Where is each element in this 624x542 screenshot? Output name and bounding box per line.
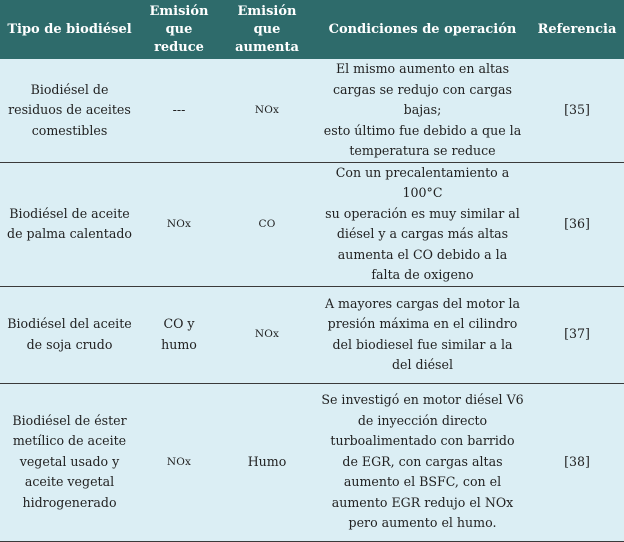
cell-aumenta: NOx	[219, 59, 315, 162]
table-row	[0, 286, 624, 383]
cell-reduce: NOx	[139, 383, 219, 541]
cell-tipo: Biodiésel de aceite de palma calentado	[0, 162, 139, 286]
cell-referencia: [38]	[530, 383, 624, 541]
header-referencia: Referencia	[530, 0, 624, 59]
cell-tipo: Biodiésel del aceite de soja crudo	[0, 286, 139, 383]
cell-reduce: NOx	[139, 162, 219, 286]
header-reduce: Emisión que reduce	[139, 0, 219, 59]
header-aumenta: Emisión que aumenta	[219, 0, 315, 59]
table-row	[0, 59, 624, 162]
cell-condiciones: A mayores cargas del motor la presión máxima en el cilindro del biodiesel fue similar a la del diésel	[315, 286, 530, 383]
cell-reduce: CO y humo	[139, 286, 219, 383]
cell-referencia: [37]	[530, 286, 624, 383]
cell-tipo: Biodiésel de residuos de aceites comestibles	[0, 59, 139, 162]
header-row	[0, 0, 624, 59]
cell-reduce: ---	[139, 59, 219, 162]
table-row	[0, 383, 624, 541]
cell-aumenta: Humo	[219, 383, 315, 541]
cell-referencia: [36]	[530, 162, 624, 286]
cell-aumenta: CO	[219, 162, 315, 286]
table-row	[0, 162, 624, 286]
cell-condiciones: Con un precalentamiento a 100°C su operación es muy similar al diésel y a cargas más altas aumenta el CO debido a la falta de oxigeno	[315, 162, 530, 286]
header-condiciones: Condiciones de operación	[315, 0, 530, 59]
cell-tipo: Biodiésel de éster metílico de aceite vegetal usado y aceite vegetal hidrogenerado	[0, 383, 139, 541]
cell-condiciones: Se investigó en motor diésel V6 de inyección directo turboalimentado con barrido de EGR, con cargas altas aumento el BSFC, con el aumento EGR redujo el NOx pero aumento el humo.	[315, 383, 530, 541]
header-tipo: Tipo de biodiésel	[0, 0, 139, 59]
cell-referencia: [35]	[530, 59, 624, 162]
cell-aumenta: NOx	[219, 286, 315, 383]
cell-condiciones: El mismo aumento en altas cargas se redujo con cargas bajas; esto último fue debido a que la temperatura se reduce	[315, 59, 530, 162]
